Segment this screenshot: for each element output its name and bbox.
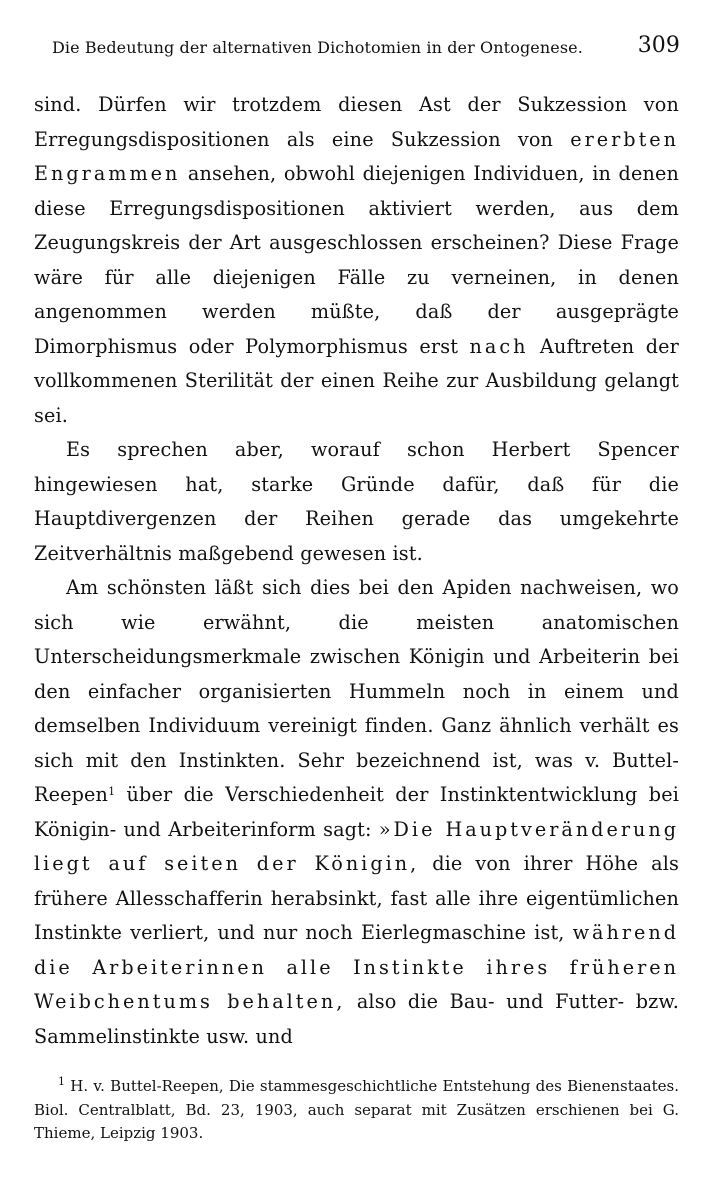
footnote-reference: 1	[108, 785, 116, 798]
text-run: Am schönsten läßt sich dies bei den Apiden nachweisen, wo sich wie erwähnt, die meisten anatomischen Unterscheidungsmerkmale zwischen Königin und Arbeiterin bei den einfacher organisierten Hummeln noch in einem und demselben Individuum vereinigt finden. Ganz ähnlich verhält es sich mit den Instinkten. Sehr bezeichnend ist, was v. Buttel-Reepen	[34, 576, 679, 806]
running-title: Die Bedeutung der alternativen Dichotomien in der Ontogenese.	[52, 38, 583, 57]
text-run: Auftreten der vollkommenen Sterilität der einen Reihe zur Ausbildung gelangt sei.	[34, 334, 680, 427]
text-run: die von ihrer Höhe als frühere Allesschafferin herabsinkt, fast alle ihre eigentümlichen Instinkte verliert, und nur noch Eierlegmaschine ist,	[34, 852, 679, 944]
footnote-text	[34, 1075, 679, 1146]
spaced-emphasis: »Die Hauptveränderung liegt auf seiten der Königin,	[34, 817, 679, 875]
spaced-emphasis: während die Arbeiterinnen alle Instinkte ihres früheren Weibchentums behalten,	[34, 921, 679, 1013]
body-text	[34, 88, 679, 1054]
footnote	[34, 1075, 679, 1146]
spaced-emphasis: nach	[469, 334, 529, 358]
footnote-marker: 1	[58, 1075, 65, 1088]
text-run: also die Bau- und Futter- bzw. Sammelinstinkte usw. und	[34, 990, 679, 1048]
text-run: ansehen, obwohl diejenigen Individuen, in denen diese Erregungsdispositionen aktiviert werden, aus dem Zeugungskreis der Art ausgeschlossen erscheinen? Diese Frage wäre für alle diejenigen Fälle zu verneinen, in denen angenommen werden müßte, daß der ausgeprägte Dimorphismus oder Polymorphismus erst	[34, 162, 679, 358]
paragraph-3	[34, 571, 679, 1054]
paragraph-1	[34, 88, 679, 433]
page-number: 309	[637, 33, 680, 58]
paragraph-2	[34, 433, 679, 571]
text-run: über die Verschiedenheit der Instinktentwicklung bei Königin- und Arbeiterinform sagt:	[34, 783, 679, 841]
spaced-emphasis: ererbten Engrammen	[34, 127, 679, 185]
footnote-body: H. v. Buttel-Reepen, Die stammesgeschichtliche Entstehung des Bienenstaates. Biol. Centralblatt, Bd. 23, 1903, auch separat mit Zusätzen erschienen bei G. Thieme, Leipzig 1903.	[34, 1077, 679, 1142]
running-header	[52, 33, 680, 58]
text-run: sind. Dürfen wir trotzdem diesen Ast der Sukzession von Erregungsdispositionen als eine Sukzession von	[34, 93, 679, 151]
text-run: Es sprechen aber, worauf schon Herbert Spencer hingewiesen hat, starke Gründe dafür, daß für die Hauptdivergenzen der Reihen gerade das umgekehrte Zeitverhältnis maßgebend gewesen ist.	[34, 438, 679, 565]
